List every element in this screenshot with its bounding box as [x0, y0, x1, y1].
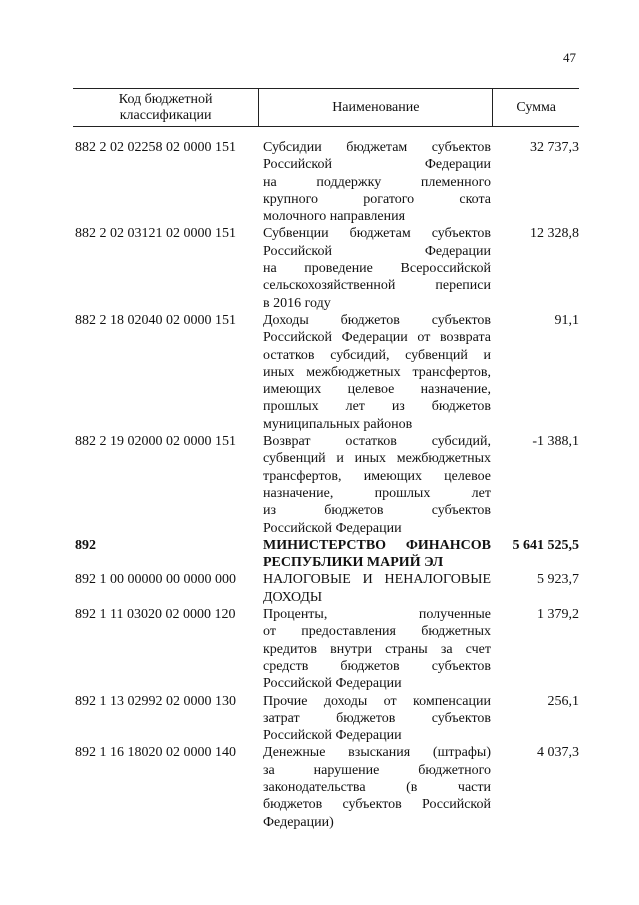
item-name-line: Возврат остатков субсидий, [263, 434, 491, 450]
item-name-line: Российской Федерации [263, 728, 402, 744]
header-code: Код бюджетной классификации [73, 89, 259, 126]
item-name-line: из бюджетов субъектов [263, 503, 491, 519]
item-name-line: молочного направления [263, 209, 406, 225]
item-name [259, 433, 491, 537]
budget-code: 892 1 16 18020 02 0000 140 [75, 745, 236, 761]
table-row [73, 537, 579, 572]
item-sum: 12 328,8 [530, 226, 579, 242]
item-name-line: назначение, прошлых лет [263, 485, 491, 501]
item-sum: 5 641 525,5 [512, 537, 579, 553]
item-name-line: Российской Федерации от возврата [263, 330, 491, 346]
table-body [73, 139, 579, 831]
item-name [259, 693, 491, 745]
budget-code: 882 2 02 03121 02 0000 151 [75, 226, 236, 242]
item-name-line: иных межбюджетных трансфертов, [263, 364, 491, 380]
item-name-line: МИНИСТЕРСТВО ФИНАНСОВ [263, 537, 491, 553]
budget-code: 892 1 00 00000 00 0000 000 [75, 572, 236, 588]
budget-code: 882 2 02 02258 02 0000 151 [75, 140, 236, 155]
item-name [259, 571, 491, 606]
item-name-line: сельскохозяйственной переписи [263, 278, 491, 294]
item-name-line: Федерации) [263, 814, 334, 830]
table-row [73, 744, 579, 830]
item-name-line: Российской Федерации [263, 520, 402, 536]
item-name-line: в 2016 году [263, 295, 331, 311]
item-name-line: Прочие доходы от компенсации [263, 693, 491, 709]
item-name-line: бюджетов субъектов Российской [263, 797, 491, 813]
table-row [73, 571, 579, 606]
item-name-line: прошлых лет из бюджетов [263, 399, 491, 415]
table-row [73, 312, 579, 433]
item-name-line: за нарушение бюджетного [263, 762, 491, 778]
item-name-line: затрат бюджетов субъектов [263, 710, 491, 726]
item-name [259, 312, 491, 433]
header-name: Наименование [259, 89, 493, 126]
item-sum: -1 388,1 [532, 434, 579, 450]
item-name [259, 606, 491, 692]
item-name-line: муниципальных районов [263, 416, 413, 432]
item-name-line: НАЛОГОВЫЕ И НЕНАЛОГОВЫЕ [263, 572, 491, 588]
budget-code: 882 2 19 02000 02 0000 151 [75, 434, 236, 450]
item-name-line: на поддержку племенного [263, 174, 491, 190]
item-name-line: имеющих целевое назначение, [263, 382, 491, 398]
item-name-line: средств бюджетов субъектов [263, 658, 491, 674]
item-name-line: Российской Федерации [263, 676, 402, 692]
item-sum: 91,1 [554, 312, 579, 328]
item-name-line: остатков субсидий, субвенций и [263, 347, 491, 363]
page-number: 47 [563, 50, 576, 65]
item-sum: 4 037,3 [537, 745, 579, 761]
item-name-line: Субвенции бюджетам субъектов [263, 226, 491, 242]
table-row [73, 139, 579, 225]
item-name-line: Российской Федерации [263, 157, 491, 173]
item-name [259, 744, 491, 830]
item-name-line: законодательства (в части [263, 779, 491, 795]
item-name-line: Российской Федерации [263, 243, 491, 259]
table-row [73, 606, 579, 692]
table-row [73, 693, 579, 745]
item-name-line: от предоставления бюджетных [263, 624, 491, 640]
item-name-line: Денежные взыскания (штрафы) [263, 745, 491, 761]
budget-code: 882 2 18 02040 02 0000 151 [75, 312, 236, 328]
item-name-line: Субсидии бюджетам субъектов [263, 140, 491, 155]
item-name [259, 537, 491, 572]
item-name-line: кредитов внутри страны за счет [263, 641, 491, 657]
item-name-line: Проценты, полученные [263, 607, 491, 623]
budget-code: 892 1 11 03020 02 0000 120 [75, 607, 236, 623]
item-name-line: крупного рогатого скота [263, 191, 491, 207]
item-name-line: трансфертов, имеющих целевое [263, 468, 491, 484]
item-sum: 1 379,2 [537, 607, 579, 623]
item-sum: 32 737,3 [530, 140, 579, 155]
table-row [73, 225, 579, 311]
table-row [73, 433, 579, 537]
item-name [259, 225, 491, 311]
item-sum: 5 923,7 [537, 572, 579, 588]
table-header [73, 88, 579, 127]
item-name [259, 139, 491, 225]
item-sum: 256,1 [547, 693, 579, 709]
budget-code: 892 [75, 537, 96, 553]
header-sum: Сумма [516, 99, 556, 115]
item-name-line: ДОХОДЫ [263, 589, 323, 605]
item-name-line: субвенций и иных межбюджетных [263, 451, 491, 467]
item-name-line: Доходы бюджетов субъектов [263, 312, 491, 328]
item-name-line: РЕСПУБЛИКИ МАРИЙ ЭЛ [263, 555, 444, 571]
item-name-line: на проведение Всероссийской [263, 261, 491, 277]
budget-code: 892 1 13 02992 02 0000 130 [75, 693, 236, 709]
